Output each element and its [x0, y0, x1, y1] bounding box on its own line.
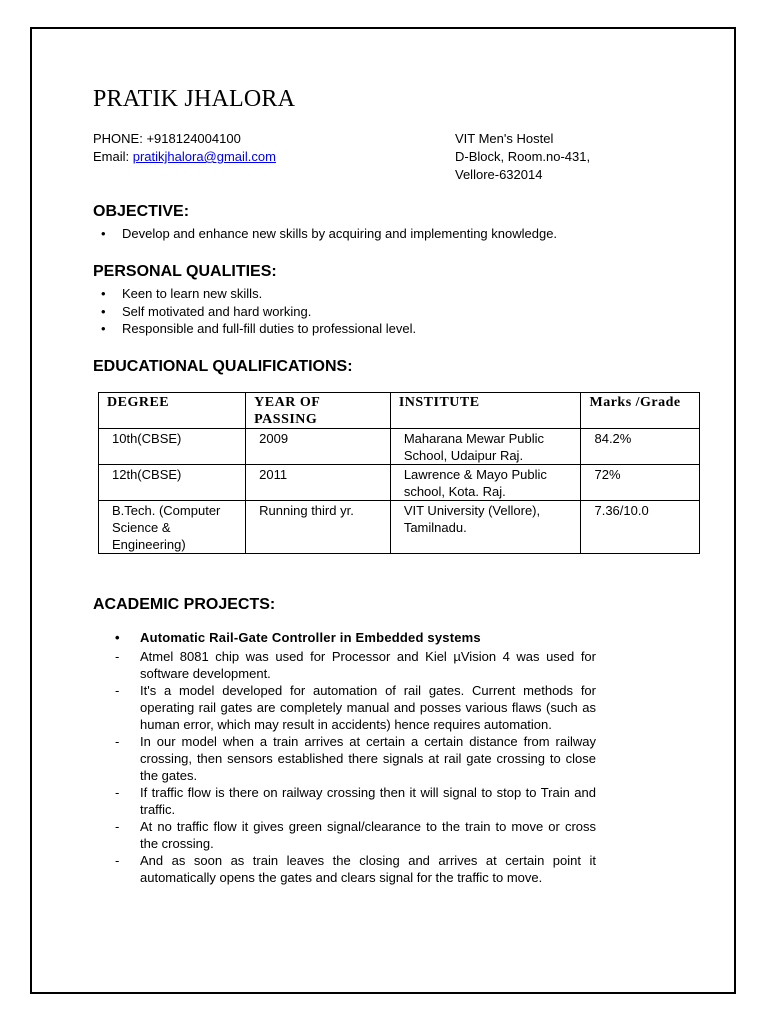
list-item — [93, 320, 653, 338]
bullet-icon: • — [115, 630, 120, 645]
point-text: And as soon as train leaves the closing and arrives at certain point it automatically opens the gates and clears signal for the traffic to move. — [140, 853, 596, 885]
list-item — [93, 225, 653, 243]
project-points — [93, 648, 596, 886]
table-cell: 7.36/10.0 — [581, 501, 700, 554]
list-item — [93, 648, 596, 682]
quality-text: Self motivated and hard working. — [122, 303, 312, 319]
personal-qualities-list — [93, 285, 653, 338]
phone-line: PHONE: +918124004100 — [93, 131, 241, 146]
table-row — [99, 501, 700, 554]
email-link[interactable]: pratikjhalora@gmail.com — [132, 149, 276, 164]
bullet-icon: • — [101, 286, 106, 301]
personal-qualities-title: PERSONAL QUALITIES — [93, 263, 272, 280]
table-cell: Maharana Mewar Public School, Udaipur Raj. — [390, 429, 581, 465]
list-item — [93, 852, 596, 886]
table-cell: 12th(CBSE) — [99, 465, 246, 501]
list-item — [93, 733, 596, 784]
column-header: INSTITUTE — [390, 393, 581, 429]
list-item — [93, 303, 653, 321]
point-text: At no traffic flow it gives green signal/clearance to the train to move or cross the crossing. — [140, 819, 596, 851]
table-cell: 84.2% — [581, 429, 700, 465]
point-text: Atmel 8081 chip was used for Processor and Kiel µVision 4 was used for software development. — [140, 649, 596, 681]
column-header: DEGREE — [99, 393, 246, 429]
column-header: YEAR OF PASSING — [246, 393, 391, 429]
dash-icon: - — [115, 683, 120, 698]
address-line: Vellore-632014 — [455, 167, 543, 182]
table-cell: Lawrence & Mayo Public school, Kota. Raj. — [390, 465, 581, 501]
point-text: If traffic flow is there on railway crossing then it will signal to stop to Train and traffic. — [140, 785, 596, 817]
education-table — [98, 392, 700, 554]
bullet-icon: • — [101, 321, 106, 336]
objective-title: OBJECTIVE — [93, 203, 184, 220]
list-item — [93, 285, 653, 303]
table-header-row — [99, 393, 700, 429]
dash-icon: - — [115, 819, 120, 834]
objective-heading: OBJECTIVE: — [93, 203, 190, 220]
projects-title: ACADEMIC PROJECTS — [93, 596, 270, 613]
dash-icon: - — [115, 853, 120, 868]
quality-text: Keen to learn new skills. — [122, 286, 263, 301]
table-cell: Running third yr. — [246, 501, 391, 554]
list-item — [93, 682, 596, 733]
education-title: EDUCATIONAL QUALIFICATIONS — [93, 358, 348, 375]
objective-list — [93, 225, 653, 243]
table-cell: VIT University (Vellore), Tamilnadu. — [390, 501, 581, 554]
column-header: Marks /Grade — [581, 393, 700, 429]
dash-icon: - — [115, 649, 120, 664]
table-cell: 10th(CBSE) — [99, 429, 246, 465]
quality-text: Responsible and full-fill duties to professional level. — [122, 321, 417, 336]
address-line: VIT Men's Hostel — [455, 131, 554, 146]
email-label: Email: — [93, 149, 133, 164]
project-title-text: Automatic Rail-Gate Controller in Embedded systems — [140, 630, 481, 645]
dash-icon: - — [115, 734, 120, 749]
personal-qualities-heading: PERSONAL QUALITIES: — [93, 263, 277, 280]
email-line — [93, 148, 276, 166]
objective-text: Develop and enhance new skills by acquiring and implementing knowledge. — [122, 226, 558, 241]
point-text: It's a model developed for automation of rail gates. Current methods for operating rail gates are completely manual and posses various flaws (such as human error, which may result in accidents) hence requires automation. — [140, 683, 596, 732]
project-title — [93, 630, 481, 645]
list-item — [93, 784, 596, 818]
candidate-name: PRATIK JHALORA — [93, 86, 296, 112]
bullet-icon: • — [101, 226, 106, 241]
contact-info — [93, 130, 276, 166]
table-cell: B.Tech. (Computer Science & Engineering) — [99, 501, 246, 554]
address-line: D-Block, Room.no-431, — [455, 149, 591, 164]
point-text: In our model when a train arrives at certain a certain distance from railway crossing, then sensors established there signals at rail gate crossing to close the gates. — [140, 734, 596, 783]
address-block — [455, 130, 590, 184]
table-row — [99, 465, 700, 501]
list-item — [93, 818, 596, 852]
education-heading: EDUCATIONAL QUALIFICATIONS: — [93, 358, 353, 375]
table-row — [99, 429, 700, 465]
table-cell: 2009 — [246, 429, 391, 465]
dash-icon: - — [115, 785, 120, 800]
projects-heading: ACADEMIC PROJECTS: — [93, 596, 276, 613]
bullet-icon: • — [101, 303, 106, 319]
table-cell: 72% — [581, 465, 700, 501]
table-cell: 2011 — [246, 465, 391, 501]
